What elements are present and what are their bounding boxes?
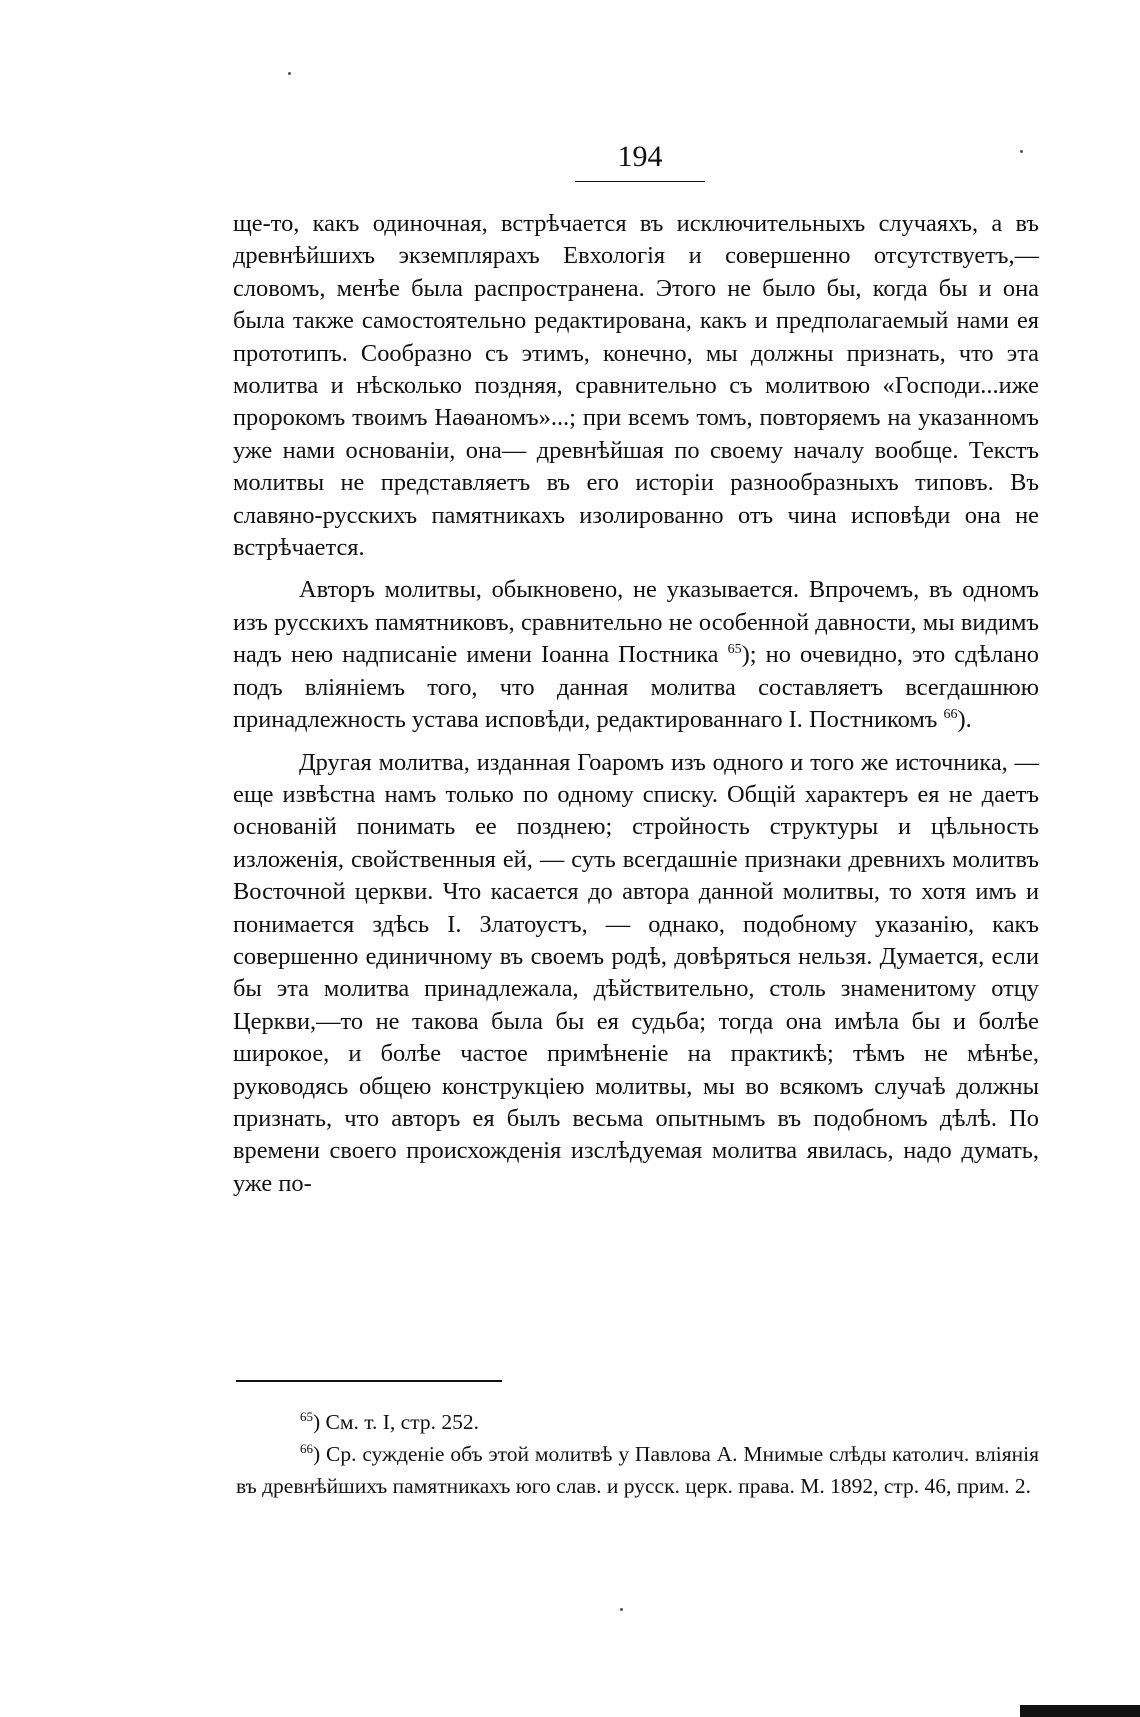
footnotes: [236, 1406, 1039, 1502]
page-number: 194: [617, 140, 663, 173]
footnote-65: [236, 1406, 1039, 1438]
paragraph-3: Другая молитва, изданная Гоаромъ изъ одного и того же источника, — еще извѣстна намъ только по одному списку. Общій характеръ ея не даетъ основаній понимать ее позднею; стройность структуры и цѣльность изложенія, свойственныя ей, — суть всегдашніе признаки древнихъ молитвъ Восточной церкви. Что касается до автора данной молитвы, то хотя имъ и понимается здѣсь І. Златоустъ, — однако, подобному указанію, какъ совершенно единичному въ своемъ родѣ, довѣряться нельзя. Думается, если бы эта молитва принадлежала, дѣйствительно, столь знаменитому отцу Церкви,—то не такова была бы ея судьба; тогда она имѣла бы и болѣе широкое, и болѣе частое примѣненіе на практикѣ; тѣмъ не мѣнѣе, руководясь общею конструкціею молитвы, мы во всякомъ случаѣ должны признать, что авторъ ея былъ весьма опытнымъ въ подобномъ дѣлѣ. По времени своего происхожденія изслѣдуемая молитва явилась, надо думать, уже по-: [233, 748, 1039, 1197]
footnote-65-text: ) См. т. І, стр. 252.: [313, 1410, 479, 1434]
footnote-separator: [236, 1380, 502, 1382]
scan-speck: [620, 1608, 623, 1611]
footnote-65-mark: 65: [300, 1409, 313, 1424]
paragraph-2: [233, 574, 1039, 736]
footnote-66: [236, 1438, 1039, 1502]
page-number-rule: [575, 181, 705, 182]
footnote-ref-66: 66: [943, 707, 958, 723]
footnote-66-text: ) Ср. сужденіе объ этой молитвѣ у Павлова А. Мнимые слѣды католич. вліянія въ древнѣйшихъ памятникахъ юго слав. и русск. церк. права. М. 1892, стр. 46, прим. 2.: [236, 1442, 1039, 1498]
footnote-ref-65: 65: [727, 642, 742, 658]
paragraph-2-part-b: ); но очевидно, это сдѣлано подъ вліяніемъ того, что данная молитва составляетъ всегдашнюю принадлежность устава исповѣди, редактированнаго І. Постникомъ: [233, 641, 1039, 734]
scan-speck: [1020, 150, 1023, 153]
paragraph-1: ще-то, какъ одиночная, встрѣчается въ исключительныхъ случаяхъ, а въ древнѣйшихъ экземплярахъ Евхологія и совершенно отсутствуетъ,—словомъ, менѣе была распространена. Этого не было бы, когда бы и она была также самостоятельно редактирована, какъ и предполагаемый нами ея прототипъ. Сообразно съ этимъ, конечно, мы должны признать, что эта молитва и нѣсколько поздняя, сравнительно съ молитвою «Господи...иже пророкомъ твоимъ Наѳаномъ»...; при всемъ томъ, повторяемъ на указанномъ уже нами основаніи, она— древнѣйшая по своему началу вообще. Текстъ молитвы не представляетъ въ его исторіи разнообразныхъ типовъ. Въ славяно-русскихъ памятникахъ изолированно отъ чина исповѣди она не встрѣчается.: [233, 210, 1039, 562]
main-text: [233, 208, 1039, 1210]
footnote-66-mark: 66: [300, 1441, 313, 1456]
paragraph-2-part-a: Авторъ молитвы, обыкновено, не указывается. Впрочемъ, въ одномъ изъ русскихъ памятниковъ, сравнительно не особенной давности, мы видимъ надъ нею надписаніе имени Іоанна Постника: [233, 576, 1039, 669]
scan-edge-mark: [1020, 1705, 1140, 1717]
scan-speck: [288, 72, 291, 75]
paragraph-2-part-c: ).: [957, 706, 972, 734]
